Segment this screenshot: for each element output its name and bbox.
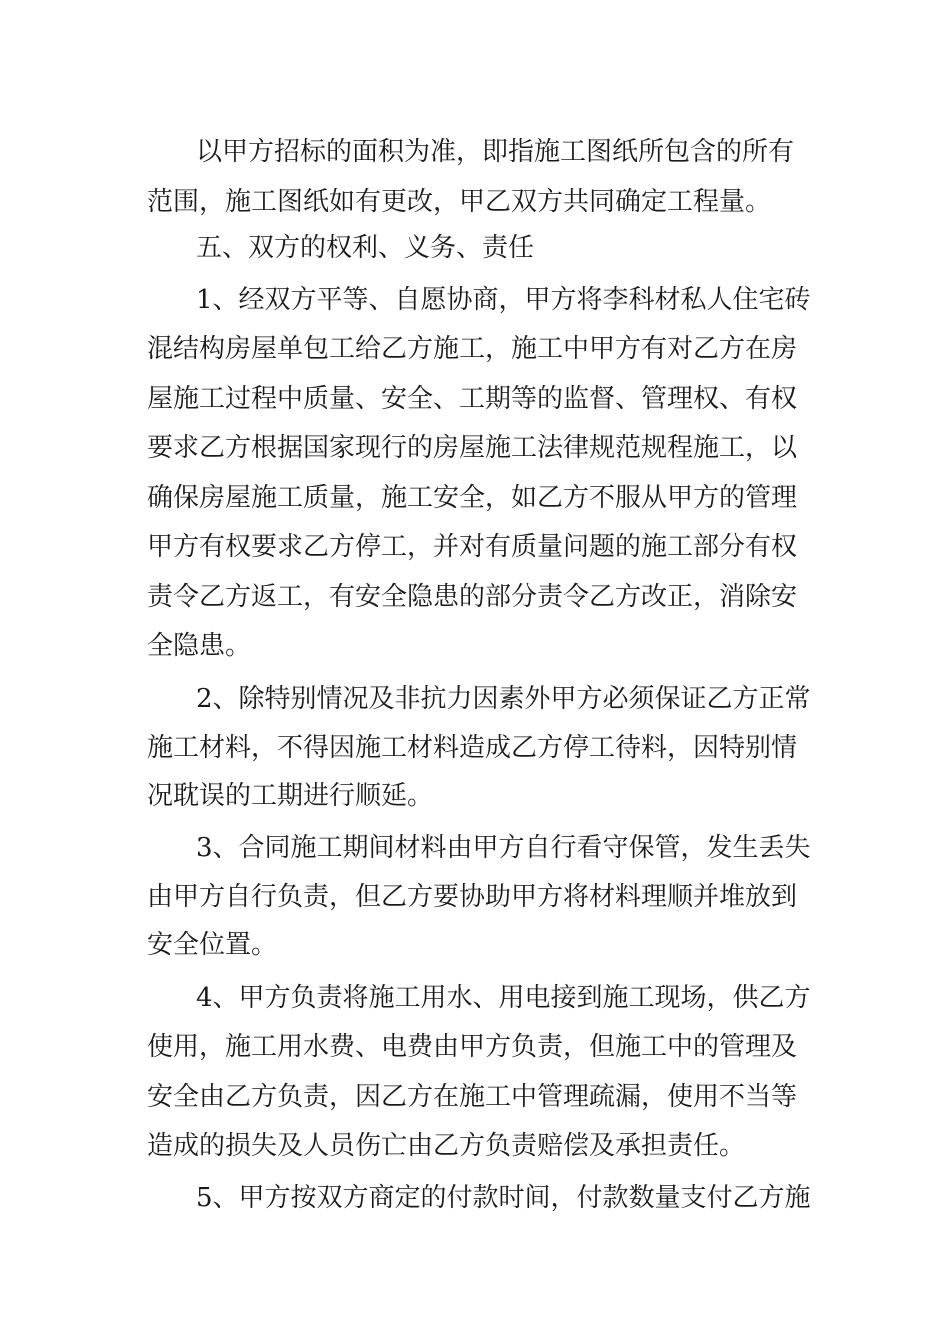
text-line: 安全位置。	[147, 930, 278, 960]
text-line: 甲方有权要求乙方停工，并对有质量问题的施工部分有权	[147, 532, 798, 562]
text-line: 1、经双方平等、自愿协商，甲方将李科材私人住宅砖	[196, 285, 811, 315]
text-line: 3、合同施工期间材料由甲方自行看守保管，发生丢失	[196, 833, 811, 863]
text-line: 要求乙方根据国家现行的房屋施工法律规范规程施工，以	[147, 433, 798, 463]
text-line: 5、甲方按双方商定的付款时间，付款数量支付乙方施	[196, 1183, 811, 1213]
text-line: 全隐患。	[147, 631, 252, 661]
text-line: 屋施工过程中质量、安全、工期等的监督、管理权、有权	[147, 384, 798, 414]
text-line: 范围，施工图纸如有更改，甲乙双方共同确定工程量。	[147, 187, 772, 217]
text-line: 安全由乙方负责，因乙方在施工中管理疏漏，使用不当等	[147, 1082, 798, 1112]
text-line: 造成的损失及人员伤亡由乙方负责赔偿及承担责任。	[147, 1131, 746, 1161]
text-line: 施工材料，不得因施工材料造成乙方停工待料，因特别情	[147, 733, 798, 763]
text-line: 使用，施工用水费、电费由甲方负责，但施工中的管理及	[147, 1032, 798, 1062]
text-line: 责令乙方返工，有安全隐患的部分责令乙方改正，消除安	[147, 582, 798, 612]
text-line: 确保房屋施工质量，施工安全，如乙方不服从甲方的管理	[147, 483, 798, 513]
section-heading: 五、双方的权利、义务、责任	[196, 233, 535, 263]
text-line: 以甲方招标的面积为准，即指施工图纸所包含的所有	[196, 137, 795, 167]
text-line: 况耽误的工期进行顺延。	[147, 781, 434, 811]
text-line: 由甲方自行负责，但乙方要协助甲方将材料理顺并堆放到	[147, 882, 798, 912]
text-line: 混结构房屋单包工给乙方施工，施工中甲方有对乙方在房	[147, 334, 798, 364]
text-line: 4、甲方负责将施工用水、用电接到施工现场，供乙方	[196, 983, 811, 1013]
text-line: 2、除特别情况及非抗力因素外甲方必须保证乙方正常	[196, 684, 811, 714]
